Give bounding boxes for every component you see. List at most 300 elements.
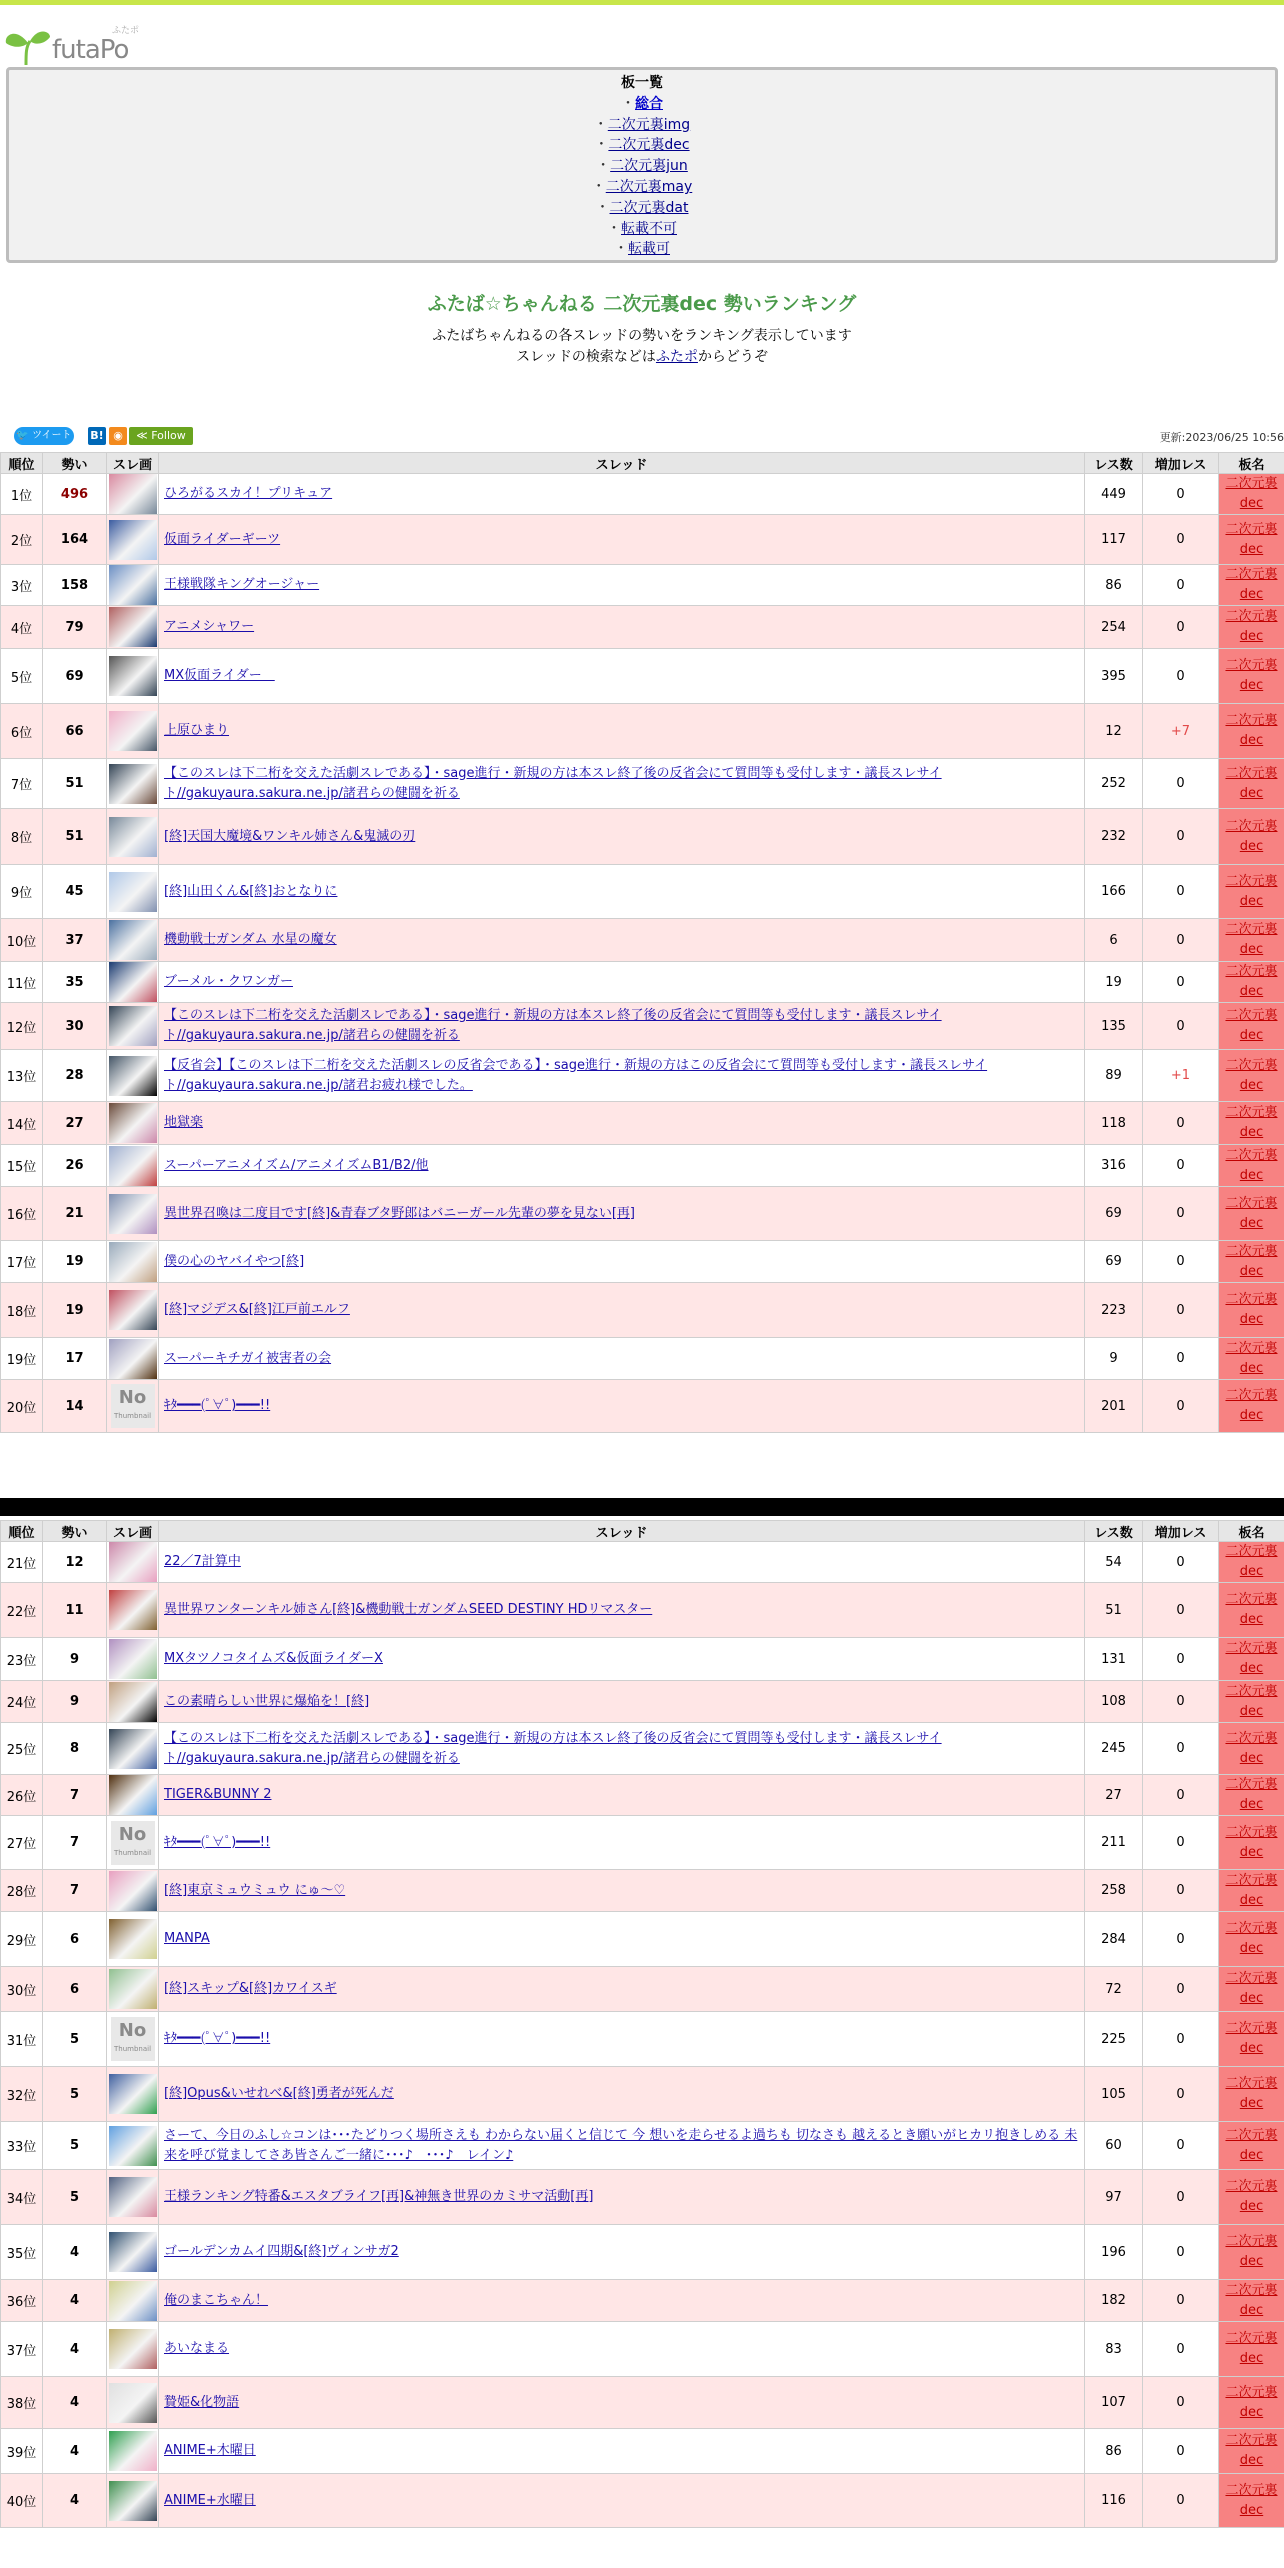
thread-title-cell — [159, 2429, 1085, 2474]
rank-cell: 36位 — [1, 2280, 43, 2322]
board-name-cell — [1219, 1681, 1284, 1723]
increase-cell: 0 — [1143, 1583, 1219, 1638]
hatena-bookmark-button[interactable]: B! — [88, 427, 106, 445]
thumbnail-cell[interactable] — [107, 759, 159, 809]
thread-link[interactable]: ANIME+水曜日 — [164, 2492, 256, 2508]
board-link[interactable]: 二次元裏may — [605, 178, 693, 195]
table-row — [1, 1967, 1284, 2012]
board-name-cell — [1219, 1241, 1284, 1283]
bullet: ・ — [591, 178, 606, 195]
increase-cell: 0 — [1143, 2474, 1219, 2528]
thread-thumbnail — [109, 565, 157, 605]
rank-cell: 17位 — [1, 1241, 43, 1283]
board-name-link[interactable]: 二次元裏dec — [1225, 476, 1278, 511]
board-name-link[interactable]: 二次元裏dec — [1225, 1730, 1278, 1766]
thread-link[interactable]: 上原ひまり — [164, 723, 230, 738]
thumbnail-cell[interactable] — [107, 1638, 159, 1681]
header-thumbnail: スレ画 — [107, 1521, 159, 1542]
rank-cell: 21位 — [1, 1542, 43, 1583]
thread-link[interactable]: 機動戦士ガンダム 水星の魔女 — [164, 932, 337, 947]
thread-title-cell — [159, 2280, 1085, 2322]
thumbnail-cell[interactable] — [107, 1338, 159, 1380]
header-momentum: 勢い — [43, 1521, 107, 1542]
thumbnail-cell[interactable] — [107, 1283, 159, 1338]
board-name-link[interactable]: 二次元裏dec — [1225, 1105, 1278, 1140]
thumbnail-cell[interactable] — [107, 2322, 159, 2377]
social-bar — [14, 426, 1284, 448]
no-thumbnail-placeholder: No Thumbnail — [111, 1821, 155, 1865]
thread-link[interactable]: ｷﾀ━━━(ﾟ∀ﾟ)━━━!! — [164, 1834, 271, 1850]
thumbnail-cell[interactable] — [107, 2377, 159, 2429]
board-name-link[interactable]: 二次元裏dec — [1225, 873, 1278, 909]
thread-thumbnail — [109, 872, 157, 912]
thread-link[interactable]: スーパーキチガイ被害者の会 — [164, 1350, 332, 1366]
increase-cell: 0 — [1143, 759, 1219, 809]
board-link[interactable]: 転載可 — [628, 241, 670, 258]
board-name-link[interactable]: 二次元裏dec — [1225, 1872, 1278, 1908]
momentum-cell: 26 — [43, 1145, 107, 1187]
thread-thumbnail — [109, 1639, 157, 1679]
rank-cell: 14位 — [1, 1102, 43, 1145]
thread-thumbnail — [109, 474, 157, 514]
table-row — [1, 1583, 1284, 1638]
header-increase: 増加レス — [1143, 1521, 1219, 1542]
thumbnail-cell[interactable] — [107, 1681, 159, 1723]
thumbnail-cell[interactable] — [107, 1003, 159, 1050]
board-name-cell — [1219, 2012, 1284, 2067]
board-name-cell — [1219, 515, 1284, 565]
board-name-link[interactable]: 二次元裏dec — [1225, 1824, 1278, 1860]
thumbnail-cell[interactable] — [107, 1912, 159, 1967]
thread-title-cell — [159, 1542, 1085, 1583]
board-name-link[interactable]: 二次元裏dec — [1225, 2021, 1278, 2056]
thread-link[interactable]: 【このスレは下二桁を交えた活劇スレである】・sage進行・新規の方は本スレ終了後の反省会にて質問等も受付します・議長スレサイト//gakuyaura.sakura.ne.jp/諸君らの健闘を祈る — [164, 1730, 942, 1766]
table-row — [1, 649, 1284, 704]
rank-cell: 32位 — [1, 2067, 43, 2122]
momentum-cell: 12 — [43, 1542, 107, 1583]
board-name-link[interactable]: 二次元裏dec — [1225, 1592, 1278, 1627]
thread-link[interactable]: [終]山田くん&[終]おとなりに — [164, 883, 338, 899]
board-name-link[interactable]: 二次元裏dec — [1225, 1921, 1278, 1956]
thread-title-cell — [159, 1870, 1085, 1912]
board-name-link[interactable]: 二次元裏dec — [1225, 2282, 1278, 2318]
thread-link[interactable]: この素晴らしい世界に爆焔を！[終] — [164, 1693, 370, 1709]
board-name-link[interactable]: 二次元裏dec — [1225, 964, 1278, 999]
thread-link[interactable]: 【このスレは下二桁を交えた活劇スレである】・sage進行・新規の方は本スレ終了後の反省会にて質問等も受付します・議長スレサイト//gakuyaura.sakura.ne.jp/諸君らの健闘を祈る — [164, 765, 942, 801]
rank-cell: 30位 — [1, 1967, 43, 2012]
board-name-cell — [1219, 1542, 1284, 1583]
table-row — [1, 2122, 1284, 2170]
board-name-link[interactable]: 二次元裏dec — [1225, 1195, 1278, 1231]
thumbnail-cell[interactable] — [107, 1816, 159, 1870]
board-name-link[interactable]: 二次元裏dec — [1225, 1641, 1278, 1676]
momentum-cell: 8 — [43, 1723, 107, 1775]
board-name-link[interactable]: 二次元裏dec — [1225, 567, 1278, 602]
res-count-cell: 284 — [1085, 1912, 1143, 1967]
board-link[interactable]: 二次元裏dat — [609, 199, 689, 216]
thumbnail-cell[interactable] — [107, 919, 159, 962]
thread-link[interactable]: MANPA — [164, 1931, 210, 1946]
thread-link[interactable]: ｷﾀ━━━(ﾟ∀ﾟ)━━━!! — [164, 1398, 271, 1413]
thread-link[interactable]: [終]天国大魔境&ワンキル姉さん&鬼滅の刃 — [164, 828, 416, 844]
table-row — [1, 2377, 1284, 2429]
thread-title-cell — [159, 1816, 1085, 1870]
thread-thumbnail — [109, 1194, 157, 1234]
thumbnail-cell[interactable] — [107, 2429, 159, 2474]
momentum-cell: 158 — [43, 565, 107, 606]
thread-link[interactable]: 【反省会】【このスレは下二桁を交えた活劇スレの反省会である】・sage進行・新規の方はこの反省会にて質問等も受付します・議長スレサイト//gakuyaura.sakura.ne.jp/諸君お疲れ様でした。 — [164, 1057, 988, 1093]
board-name-link[interactable]: 二次元裏dec — [1225, 1340, 1278, 1376]
thread-link[interactable]: 贄姫&化物語 — [164, 2394, 240, 2410]
thumbnail-cell[interactable] — [107, 1187, 159, 1241]
thumbnail-cell[interactable] — [107, 1102, 159, 1145]
thumbnail-cell[interactable] — [107, 649, 159, 704]
board-name-link[interactable]: 二次元裏dec — [1225, 1057, 1278, 1093]
site-header — [0, 5, 1284, 67]
increase-cell: 0 — [1143, 515, 1219, 565]
rank-cell: 8位 — [1, 809, 43, 865]
thumbnail-cell[interactable] — [107, 1145, 159, 1187]
thread-thumbnail — [109, 2232, 157, 2272]
thumbnail-cell[interactable] — [107, 1723, 159, 1775]
increase-cell: 0 — [1143, 2012, 1219, 2067]
thread-link[interactable]: [終]東京ミュウミュウ にゅ〜♡ — [164, 1882, 346, 1898]
momentum-cell: 21 — [43, 1187, 107, 1241]
board-link[interactable]: 総合 — [635, 95, 663, 112]
increase-cell: 0 — [1143, 2429, 1219, 2474]
thread-link[interactable]: 仮面ライダーギーツ — [164, 531, 281, 547]
thread-thumbnail — [109, 1590, 157, 1630]
thread-link[interactable]: 異世界ワンターンキル姉さん[終]&機動戦士ガンダムSEED DESTINY HDリマスター — [164, 1602, 653, 1617]
thread-title-cell — [159, 474, 1085, 515]
board-name-cell — [1219, 2429, 1284, 2474]
thumbnail-cell[interactable] — [107, 2170, 159, 2225]
thread-thumbnail — [109, 1242, 157, 1282]
thread-title-cell — [159, 1380, 1085, 1433]
thread-link[interactable]: MXタツノコタイムズ&仮面ライダーX — [164, 1651, 383, 1666]
increase-cell: 0 — [1143, 1241, 1219, 1283]
board-link[interactable]: 転載不可 — [621, 220, 677, 237]
increase-cell: 0 — [1143, 1542, 1219, 1583]
board-name-link[interactable]: 二次元裏dec — [1225, 2179, 1278, 2214]
board-name-link[interactable]: 二次元裏dec — [1225, 1008, 1278, 1043]
thumbnail-cell[interactable] — [107, 962, 159, 1003]
thread-title-cell — [159, 2225, 1085, 2280]
board-name-link[interactable]: 二次元裏dec — [1225, 1243, 1278, 1279]
res-count-cell: 258 — [1085, 1870, 1143, 1912]
table-row — [1, 1870, 1284, 1912]
thumbnail-cell[interactable] — [107, 1380, 159, 1433]
board-name-cell — [1219, 1187, 1284, 1241]
thread-thumbnail — [109, 656, 157, 696]
thread-thumbnail — [109, 2329, 157, 2369]
header-rank: 順位 — [1, 1521, 43, 1542]
thumbnail-cell[interactable] — [107, 2225, 159, 2280]
res-count-cell: 118 — [1085, 1102, 1143, 1145]
rank-cell: 37位 — [1, 2322, 43, 2377]
ranking-hero — [0, 289, 1284, 368]
rss-icon[interactable]: ◉ — [109, 427, 127, 445]
thumbnail-cell[interactable] — [107, 865, 159, 919]
thread-thumbnail — [109, 2074, 157, 2114]
thumbnail-cell[interactable] — [107, 1870, 159, 1912]
momentum-cell: 4 — [43, 2429, 107, 2474]
table-row — [1, 1681, 1284, 1723]
increase-cell: 0 — [1143, 2122, 1219, 2170]
thread-link[interactable]: あいなまる — [164, 2341, 230, 2356]
board-name-cell — [1219, 1003, 1284, 1050]
rank-cell: 10位 — [1, 919, 43, 962]
board-name-cell — [1219, 962, 1284, 1003]
board-name-cell — [1219, 2225, 1284, 2280]
board-list-title: 板一覧 — [621, 75, 663, 91]
board-name-link[interactable]: 二次元裏dec — [1225, 1292, 1278, 1327]
thumbnail-cell[interactable] — [107, 2067, 159, 2122]
momentum-cell: 7 — [43, 1870, 107, 1912]
board-name-link[interactable]: 二次元裏dec — [1225, 2384, 1278, 2420]
rank-cell: 31位 — [1, 2012, 43, 2067]
res-count-cell: 166 — [1085, 865, 1143, 919]
thread-title-cell — [159, 1775, 1085, 1816]
board-name-cell — [1219, 2474, 1284, 2528]
res-count-cell: 86 — [1085, 2429, 1143, 2474]
tweet-label: ツイート — [32, 430, 72, 441]
rank-cell: 29位 — [1, 1912, 43, 1967]
board-name-link[interactable]: 二次元裏dec — [1225, 1544, 1278, 1579]
thread-link[interactable]: アニメシャワー — [164, 619, 255, 634]
no-thumbnail-placeholder: No Thumbnail — [111, 1384, 155, 1428]
rank-cell: 7位 — [1, 759, 43, 809]
res-count-cell: 72 — [1085, 1967, 1143, 2012]
res-count-cell: 254 — [1085, 606, 1143, 649]
thread-link[interactable]: 王様戦隊キングオージャー — [164, 577, 320, 592]
board-name-cell — [1219, 1102, 1284, 1145]
thumbnail-cell[interactable] — [107, 515, 159, 565]
thread-title-cell — [159, 704, 1085, 759]
board-name-cell — [1219, 1338, 1284, 1380]
thread-thumbnail — [109, 2281, 157, 2321]
thread-title-cell — [159, 515, 1085, 565]
board-name-link[interactable]: 二次元裏dec — [1225, 2127, 1278, 2163]
increase-cell: 0 — [1143, 2067, 1219, 2122]
header-thread: スレッド — [159, 1521, 1085, 1542]
thumbnail-cell[interactable] — [107, 1583, 159, 1638]
header-board: 板名 — [1219, 1521, 1284, 1542]
thread-title-cell — [159, 1145, 1085, 1187]
thread-link[interactable]: ゴールデンカムイ四期&[終]ヴィンサガ2 — [164, 2244, 399, 2259]
board-name-cell — [1219, 1283, 1284, 1338]
increase-cell: 0 — [1143, 1145, 1219, 1187]
board-name-link[interactable]: 二次元裏dec — [1225, 765, 1278, 801]
bullet: ・ — [596, 158, 611, 175]
board-name-link[interactable]: 二次元裏dec — [1225, 2234, 1278, 2269]
rank-cell: 23位 — [1, 1638, 43, 1681]
thread-link[interactable]: ブーメル・クワンガー — [164, 974, 293, 989]
bullet: ・ — [607, 220, 621, 237]
bullet: ・ — [593, 116, 608, 133]
thread-link[interactable]: 地獄楽 — [164, 1115, 204, 1130]
thumbnail-cell[interactable] — [107, 474, 159, 515]
board-name-link[interactable]: 二次元裏dec — [1225, 1683, 1278, 1719]
thread-title-cell — [159, 809, 1085, 865]
rank-cell: 27位 — [1, 1816, 43, 1870]
thread-link[interactable]: TIGER&BUNNY 2 — [164, 1787, 272, 1802]
board-name-link[interactable]: 二次元裏dec — [1225, 2076, 1278, 2111]
board-name-cell — [1219, 1967, 1284, 2012]
thread-link[interactable]: 僕の心のヤバイやつ[終] — [164, 1253, 305, 1269]
thread-title-cell — [159, 1050, 1085, 1102]
thumbnail-cell[interactable] — [107, 2122, 159, 2170]
board-name-link[interactable]: 二次元裏dec — [1225, 658, 1278, 693]
increase-cell: 0 — [1143, 1816, 1219, 1870]
board-name-cell — [1219, 2377, 1284, 2429]
rank-cell: 34位 — [1, 2170, 43, 2225]
thread-link[interactable]: [終]Opus&いせれべ&[終]勇者が死んだ — [164, 2086, 394, 2101]
momentum-cell: 5 — [43, 2170, 107, 2225]
increase-cell: 0 — [1143, 2377, 1219, 2429]
board-name-link[interactable]: 二次元裏dec — [1225, 818, 1278, 854]
thumbnail-cell[interactable] — [107, 1775, 159, 1816]
board-name-link[interactable]: 二次元裏dec — [1225, 2433, 1278, 2468]
rank-cell: 15位 — [1, 1145, 43, 1187]
rank-cell: 12位 — [1, 1003, 43, 1050]
board-link[interactable]: 二次元裏img — [607, 116, 691, 133]
momentum-cell: 164 — [43, 515, 107, 565]
thread-link[interactable]: スーパーアニメイズム/アニメイズムB1/B2/他 — [164, 1157, 429, 1173]
thread-link[interactable]: MX仮面ライダー — [164, 668, 275, 683]
header-res-count: レス数 — [1085, 1521, 1143, 1542]
increase-cell: 0 — [1143, 1283, 1219, 1338]
thread-link[interactable]: ｷﾀ━━━(ﾟ∀ﾟ)━━━!! — [164, 2031, 271, 2046]
table-row — [1, 2322, 1284, 2377]
board-name-link[interactable]: 二次元裏dec — [1225, 1971, 1278, 2006]
board-list-item — [9, 198, 1275, 219]
board-name-cell — [1219, 809, 1284, 865]
thread-title-cell — [159, 1638, 1085, 1681]
thumbnail-cell[interactable] — [107, 2012, 159, 2067]
board-name-link[interactable]: 二次元裏dec — [1225, 1777, 1278, 1812]
thumbnail-cell[interactable] — [107, 565, 159, 606]
increase-cell: 0 — [1143, 1967, 1219, 2012]
board-name-link[interactable]: 二次元裏dec — [1225, 2331, 1278, 2366]
board-name-link[interactable]: 二次元裏dec — [1225, 1147, 1278, 1183]
thumbnail-cell[interactable] — [107, 809, 159, 865]
thumbnail-cell[interactable] — [107, 606, 159, 649]
board-name-cell — [1219, 865, 1284, 919]
thread-link[interactable]: さーて、今日のふし☆コンは･･･たどりつく場所さえも わからない届くと信じて 今 想いを走らせるよ過ちも 切なさも 越えるとき願いがヒカリ抱きしめる 未来を呼び覚ましてさあ皆さんご一緒に･･･♪ ･･･♪ レイン♪ — [164, 2127, 1078, 2163]
table-row — [1, 1050, 1284, 1102]
board-name-link[interactable]: 二次元裏dec — [1225, 2482, 1278, 2518]
thread-thumbnail — [109, 2126, 157, 2166]
thumbnail-cell[interactable] — [107, 1542, 159, 1583]
board-link[interactable]: 二次元裏dec — [608, 137, 690, 154]
board-name-cell — [1219, 704, 1284, 759]
board-name-link[interactable]: 二次元裏dec — [1225, 922, 1278, 957]
table-row — [1, 2012, 1284, 2067]
thumbnail-cell[interactable] — [107, 1241, 159, 1283]
thread-link[interactable]: 異世界召喚は二度目です[終]&青春ブタ野郎はバニーガール先輩の夢を見ない[再] — [164, 1205, 635, 1221]
res-count-cell: 51 — [1085, 1583, 1143, 1638]
momentum-cell: 69 — [43, 649, 107, 704]
momentum-cell: 7 — [43, 1775, 107, 1816]
table-row — [1, 704, 1284, 759]
board-name-cell — [1219, 1870, 1284, 1912]
thread-link[interactable]: ひろがるスカイ！プリキュア — [164, 486, 333, 501]
ranking-table-bottom — [0, 1520, 1284, 2528]
thread-thumbnail — [109, 2481, 157, 2521]
thumbnail-cell[interactable] — [107, 2474, 159, 2528]
momentum-cell: 5 — [43, 2012, 107, 2067]
increase-cell: 0 — [1143, 1102, 1219, 1145]
rank-cell: 40位 — [1, 2474, 43, 2528]
board-link[interactable]: 二次元裏jun — [610, 158, 688, 175]
board-list-item — [9, 115, 1275, 136]
thumbnail-cell[interactable] — [107, 2280, 159, 2322]
thumbnail-cell[interactable] — [107, 704, 159, 759]
thumbnail-cell[interactable] — [107, 1967, 159, 2012]
thread-link[interactable]: 王様ランキング特番&エスタブライフ[再]&神無き世界のカミサマ活動[再] — [164, 2189, 594, 2204]
momentum-cell: 28 — [43, 1050, 107, 1102]
thread-link[interactable]: [終]マジデス&[終]江戸前エルフ — [164, 1302, 350, 1317]
thread-link[interactable]: 【このスレは下二桁を交えた活劇スレである】・sage進行・新規の方は本スレ終了後の反省会にて質問等も受付します・議長スレサイト//gakuyaura.sakura.ne.jp/諸君らの健闘を祈る — [164, 1008, 942, 1043]
board-name-link[interactable]: 二次元裏dec — [1225, 1388, 1278, 1423]
thread-thumbnail — [109, 1006, 157, 1046]
thumbnail-cell[interactable] — [107, 1050, 159, 1102]
board-name-link[interactable]: 二次元裏dec — [1225, 713, 1278, 748]
rank-cell: 25位 — [1, 1723, 43, 1775]
tweet-button[interactable] — [14, 427, 74, 445]
momentum-cell: 9 — [43, 1681, 107, 1723]
board-name-cell — [1219, 1638, 1284, 1681]
res-count-cell: 117 — [1085, 515, 1143, 565]
feedly-follow-button[interactable] — [129, 427, 193, 445]
thread-link[interactable]: 22／7計算中 — [164, 1554, 241, 1569]
board-list-item — [9, 135, 1275, 156]
thread-thumbnail — [109, 1871, 157, 1911]
board-name-link[interactable]: 二次元裏dec — [1225, 609, 1278, 644]
momentum-cell: 35 — [43, 962, 107, 1003]
thread-link[interactable]: [終]スキップ&[終]カワイスギ — [164, 1981, 337, 1996]
increase-cell: 0 — [1143, 649, 1219, 704]
increase-cell: 0 — [1143, 1338, 1219, 1380]
table-row — [1, 1187, 1284, 1241]
thread-title-cell — [159, 606, 1085, 649]
momentum-cell: 11 — [43, 1583, 107, 1638]
board-name-cell — [1219, 1050, 1284, 1102]
momentum-cell: 27 — [43, 1102, 107, 1145]
res-count-cell: 19 — [1085, 962, 1143, 1003]
rank-cell: 3位 — [1, 565, 43, 606]
futapo-link[interactable]: ふたポ — [655, 349, 698, 365]
rank-cell: 19位 — [1, 1338, 43, 1380]
rank-cell: 5位 — [1, 649, 43, 704]
board-name-link[interactable]: 二次元裏dec — [1225, 521, 1278, 557]
board-name-cell — [1219, 2322, 1284, 2377]
thread-link[interactable]: ANIME+木曜日 — [164, 2443, 256, 2458]
res-count-cell: 245 — [1085, 1723, 1143, 1775]
res-count-cell: 54 — [1085, 1542, 1143, 1583]
board-list-items — [9, 94, 1275, 260]
thread-thumbnail — [109, 607, 157, 647]
thread-thumbnail — [109, 711, 157, 751]
futapo-logo[interactable] — [4, 23, 144, 69]
rank-cell: 24位 — [1, 1681, 43, 1723]
board-list-item — [9, 177, 1275, 198]
rank-cell: 9位 — [1, 865, 43, 919]
thread-link[interactable]: 俺のまこちゃん！ — [164, 2292, 269, 2308]
res-count-cell: 449 — [1085, 474, 1143, 515]
table-row — [1, 962, 1284, 1003]
